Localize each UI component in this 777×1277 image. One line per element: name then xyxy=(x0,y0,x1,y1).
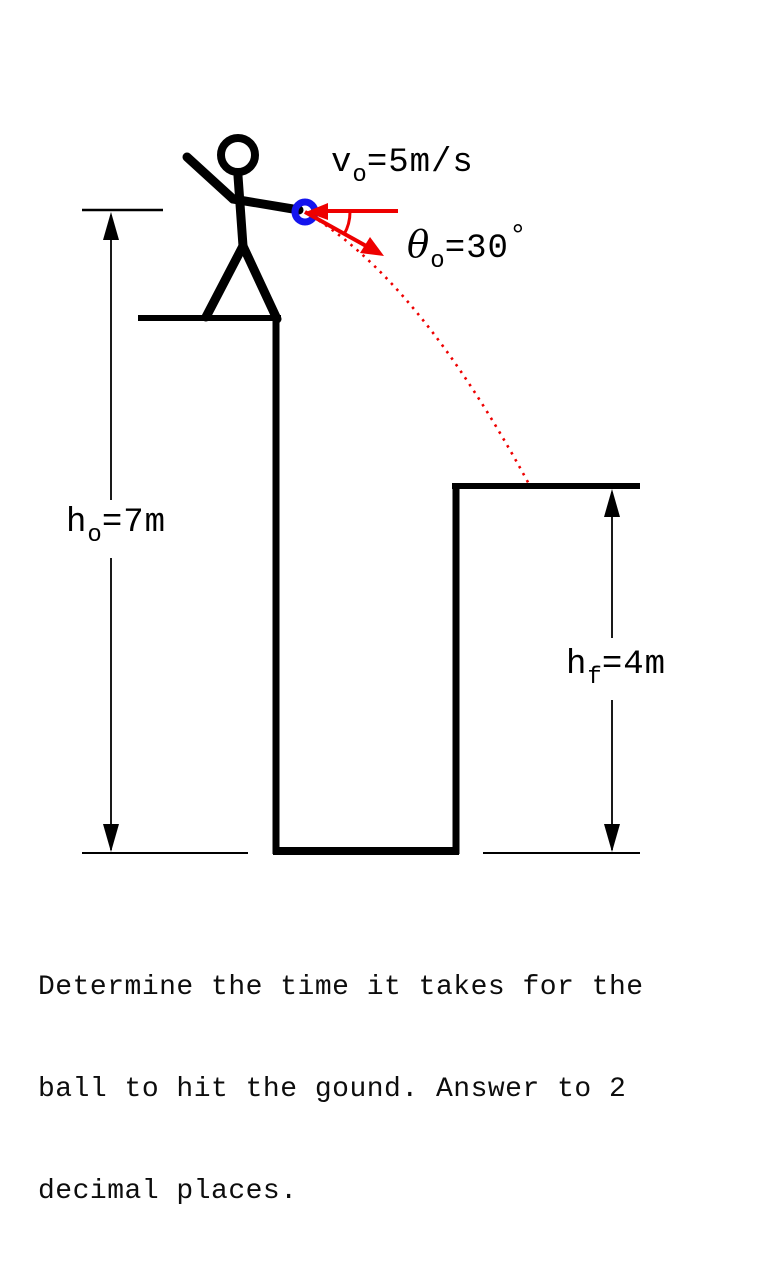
stick-figure xyxy=(187,157,299,319)
velocity-vector-line xyxy=(305,212,368,247)
problem-statement xyxy=(38,903,644,1277)
initial-velocity-label xyxy=(331,144,474,189)
velocity-value: =5m/s xyxy=(366,144,474,182)
stick-figure-head xyxy=(221,138,255,172)
initial-height-symbol: h xyxy=(66,504,88,542)
angle-value: =30 xyxy=(444,230,509,268)
problem-line-1: Determine the time it takes for the xyxy=(38,972,644,1003)
launch-angle-label xyxy=(407,220,527,275)
stick-figure-body xyxy=(238,176,243,246)
height-dim-right-arrowhead-bottom xyxy=(604,824,620,852)
height-dim-left-arrowhead-bottom xyxy=(103,824,119,852)
final-height-subscript: f xyxy=(587,664,602,691)
stick-figure-left-leg xyxy=(206,246,243,317)
theta-symbol: θ xyxy=(407,223,431,266)
problem-line-3: decimal places. xyxy=(38,1176,298,1207)
height-dim-left-arrowhead-top xyxy=(103,212,119,240)
initial-height-value: =7m xyxy=(101,504,167,542)
height-dim-right-arrowhead-top xyxy=(604,489,620,517)
degree-sign: ° xyxy=(508,220,527,254)
velocity-subscript: o xyxy=(352,162,367,189)
initial-height-subscript: o xyxy=(87,522,102,549)
angle-subscript: o xyxy=(430,248,445,275)
final-height-symbol: h xyxy=(566,646,588,684)
velocity-symbol: v xyxy=(331,144,353,182)
angle-arc xyxy=(344,212,350,235)
problem-line-2: ball to hit the gound. Answer to 2 xyxy=(38,1074,627,1105)
final-height-value: =4m xyxy=(601,646,667,684)
final-height-label xyxy=(566,646,667,691)
stick-figure-right-leg xyxy=(243,246,277,319)
initial-height-label xyxy=(66,504,167,549)
